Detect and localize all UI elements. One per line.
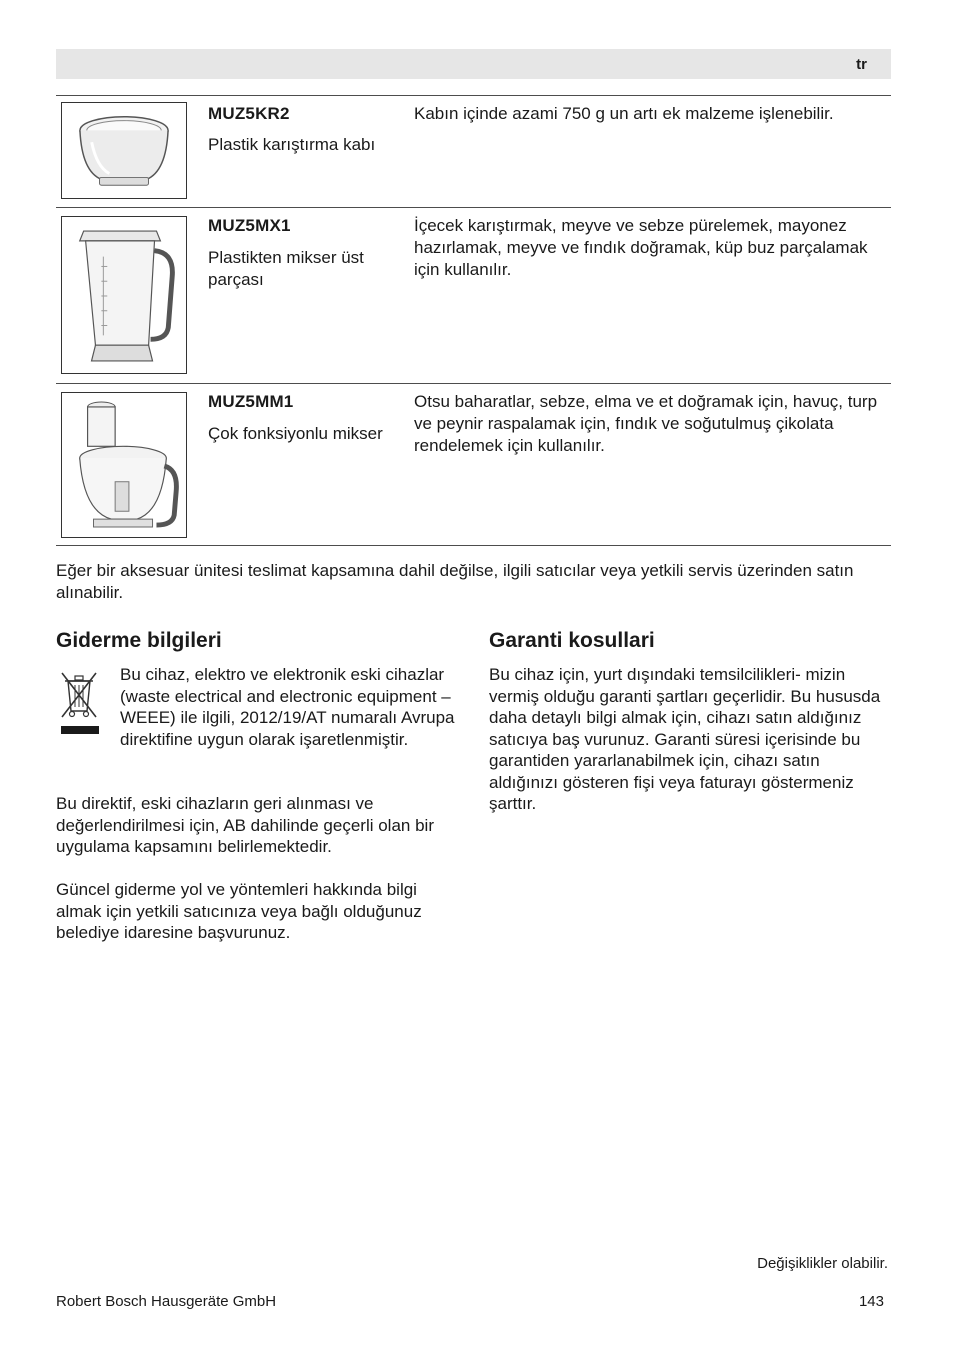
food-processor-icon	[61, 392, 187, 538]
page-number: 143	[858, 1293, 884, 1310]
warranty-text: Bu cihaz için, yurt dışındaki temsilcilikleri- mizin vermiş olduğu garanti şartları geçerlidir. Bu hususda daha detaylı bilgi almak için, cihazı satın aldığınız satıcıya baş vurunuz. Garanti süresi içerisinde bu garantiden yararlanabilmek için, cihazı satın aldığınızı gösteren fişi veya faturayı göstermeniz şarttır.	[489, 665, 881, 813]
crossed-out-bin-icon	[56, 667, 102, 737]
accessory-description: Otsu baharatlar, sebze, elma ve et doğramak için, havuç, turp ve peynir raspalamak için, fındık ve soğutulmuş çikolata rendelemek için kullanılır.	[414, 392, 878, 455]
table-rule-top	[56, 95, 891, 96]
table-rule	[56, 383, 891, 384]
disposal-heading: Giderme bilgileri	[56, 629, 222, 652]
company-name: Robert Bosch Hausgeräte GmbH	[56, 1293, 277, 1310]
mixing-bowl-icon	[61, 102, 187, 199]
accessory-name: Çok fonksiyonlu mikser	[208, 424, 383, 443]
accessory-code: MUZ5MX1	[208, 216, 291, 235]
disposal-paragraph: Bu direktif, eski cihazların geri alınması ve değerlendirilmesi için, AB dahilinde geçerli olan bir uygulama kapsamını belirlemektedir.	[56, 794, 434, 856]
disposal-intro: Bu cihaz, elektro ve elektronik eski cihazlar (waste electrical and electronic equipment – WEEE) ile ilgili, 2012/19/AT numaralı Avrupa direktifine uygun olarak işaretlenmiştir.	[120, 665, 455, 749]
changes-note: Değişiklikler olabilir.	[757, 1255, 888, 1272]
language-code: tr	[856, 56, 867, 73]
accessory-name: Plastik karıştırma kabı	[208, 135, 376, 154]
language-header-bar	[56, 49, 891, 79]
table-rule-bottom	[56, 545, 891, 546]
accessory-description: Kabın içinde azami 750 g un artı ek malzeme işlenebilir.	[414, 104, 834, 123]
accessory-name: Plastikten mikser üst parçası	[208, 248, 364, 289]
warranty-heading: Garanti kosullari	[489, 629, 655, 652]
blender-jug-icon	[61, 216, 187, 374]
accessory-description: İçecek karıştırmak, meyve ve sebze pürelemek, mayonez hazırlamak, meyve ve fındık doğramak, küp buz parçalamak için kullanılır.	[414, 216, 868, 279]
table-rule	[56, 207, 891, 208]
availability-note: Eğer bir aksesuar ünitesi teslimat kapsamına dahil değilse, ilgili satıcılar veya yetkili servis üzerinden satın alınabilir.	[56, 561, 854, 602]
accessory-code: MUZ5KR2	[208, 104, 290, 123]
accessory-code: MUZ5MM1	[208, 392, 294, 411]
disposal-paragraph: Güncel giderme yol ve yöntemleri hakkında bilgi almak için yetkili satıcınıza veya bağlı olduğunuz belediye idaresine başvurunuz.	[56, 880, 422, 942]
